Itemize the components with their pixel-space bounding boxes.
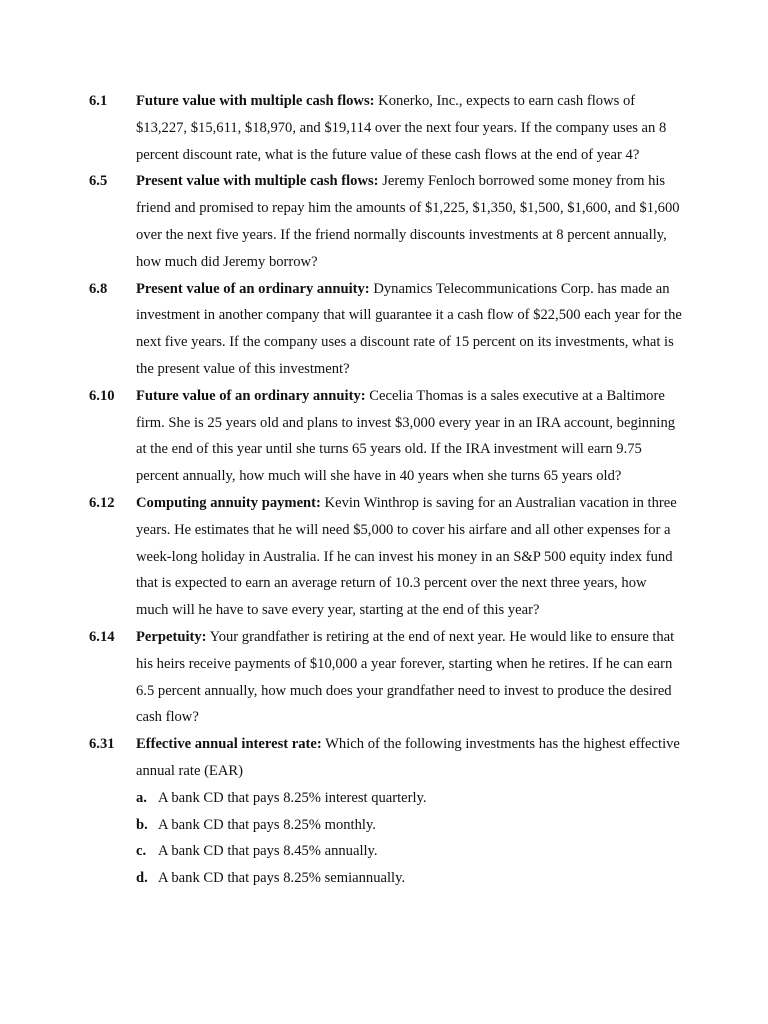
problem-number: 6.5: [89, 173, 108, 190]
option-b: [136, 812, 682, 839]
problem-6-10: [0, 383, 768, 490]
problem-number: 6.1: [89, 93, 108, 109]
problem-title: Present value with multiple cash flows:: [136, 173, 379, 190]
problem-6-1: [0, 88, 768, 168]
problem-6-5: [0, 168, 768, 275]
option-text: A bank CD that pays 8.25% interest quarterly.: [158, 789, 427, 806]
option-a: [136, 785, 682, 812]
problem-body: [136, 168, 682, 275]
problem-text: Kevin Winthrop is saving for an Australian vacation in three years. He estimates that he will need $5,000 to cover his airfare and all other expenses for a week-long holiday in Australia. If he can invest his money in an S&P 500 equity index fund that is expected to earn an average return of 10.3 percent over the next three years, how much will he have to save every year, starting at the end of this year?: [136, 494, 677, 619]
answer-options: [136, 785, 682, 892]
problem-text: Your grandfather is retiring at the end of next year. He would like to ensure that his heirs receive payments of $10,000 a year forever, starting when he retires. If he can earn 6.5 percent annually, how much does your grandfather need to invest to produce the desired cash flow?: [136, 628, 675, 726]
problem-title: Effective annual interest rate:: [136, 736, 322, 753]
problem-number: 6.8: [89, 280, 108, 297]
option-letter: b.: [136, 816, 148, 833]
option-letter: c.: [136, 843, 147, 860]
option-text: A bank CD that pays 8.25% monthly.: [158, 816, 376, 833]
option-c: [136, 838, 682, 865]
problem-number: 6.14: [89, 628, 115, 645]
problem-body: [136, 731, 682, 785]
option-letter: d.: [136, 870, 148, 887]
problem-title: Present value of an ordinary annuity:: [136, 280, 370, 297]
problem-body: [136, 276, 682, 383]
option-d: [136, 865, 682, 892]
problem-title: Future value of an ordinary annuity:: [136, 387, 366, 404]
option-text: A bank CD that pays 8.25% semiannually.: [158, 870, 406, 887]
problem-body: [136, 490, 682, 624]
problem-6-14: [0, 624, 768, 731]
problem-text: Jeremy Fenloch borrowed some money from his friend and promised to repay him the amounts of $1,225, $1,350, $1,500, $1,600, and $1,600 over the next five years. If the friend normally discounts investments at 8 percent annually, how much did Jeremy borrow?: [136, 173, 680, 270]
problem-number: 6.10: [89, 387, 115, 404]
problem-text: Which of the following investments has the highest effective annual rate (EAR): [136, 736, 680, 779]
problem-body: [136, 624, 682, 731]
problem-body: [136, 383, 682, 490]
problem-title: Computing annuity payment:: [136, 494, 321, 511]
problem-number: 6.31: [89, 736, 115, 753]
problem-title: Future value with multiple cash flows:: [136, 93, 375, 109]
problem-number: 6.12: [89, 494, 115, 511]
problem-body: [136, 88, 682, 168]
option-letter: a.: [136, 789, 147, 806]
problem-set-page: [0, 88, 768, 892]
problem-6-8: [0, 276, 768, 383]
problem-6-31: [0, 731, 768, 892]
problem-text: Dynamics Telecommunications Corp. has made an investment in another company that will guarantee it a cash flow of $22,500 each year for the next five years. If the company uses a discount rate of 15 percent on its investments, what is the present value of this investment?: [136, 280, 682, 377]
problem-6-12: [0, 490, 768, 624]
problem-title: Perpetuity:: [136, 628, 207, 645]
problem-text: Konerko, Inc., expects to earn cash flows of $13,227, $15,611, $18,970, and $19,114 over the next four years. If the company uses an 8 percent discount rate, what is the future value of these cash flows at the end of year 4?: [136, 93, 667, 163]
option-text: A bank CD that pays 8.45% annually.: [158, 843, 378, 860]
problem-text: Cecelia Thomas is a sales executive at a Baltimore firm. She is 25 years old and plans to invest $3,000 every year in an IRA account, beginning at the end of this year until she turns 65 years old. If the IRA investment will earn 9.75 percent annually, how much will she have in 40 years when she turns 65 years old?: [136, 387, 676, 485]
